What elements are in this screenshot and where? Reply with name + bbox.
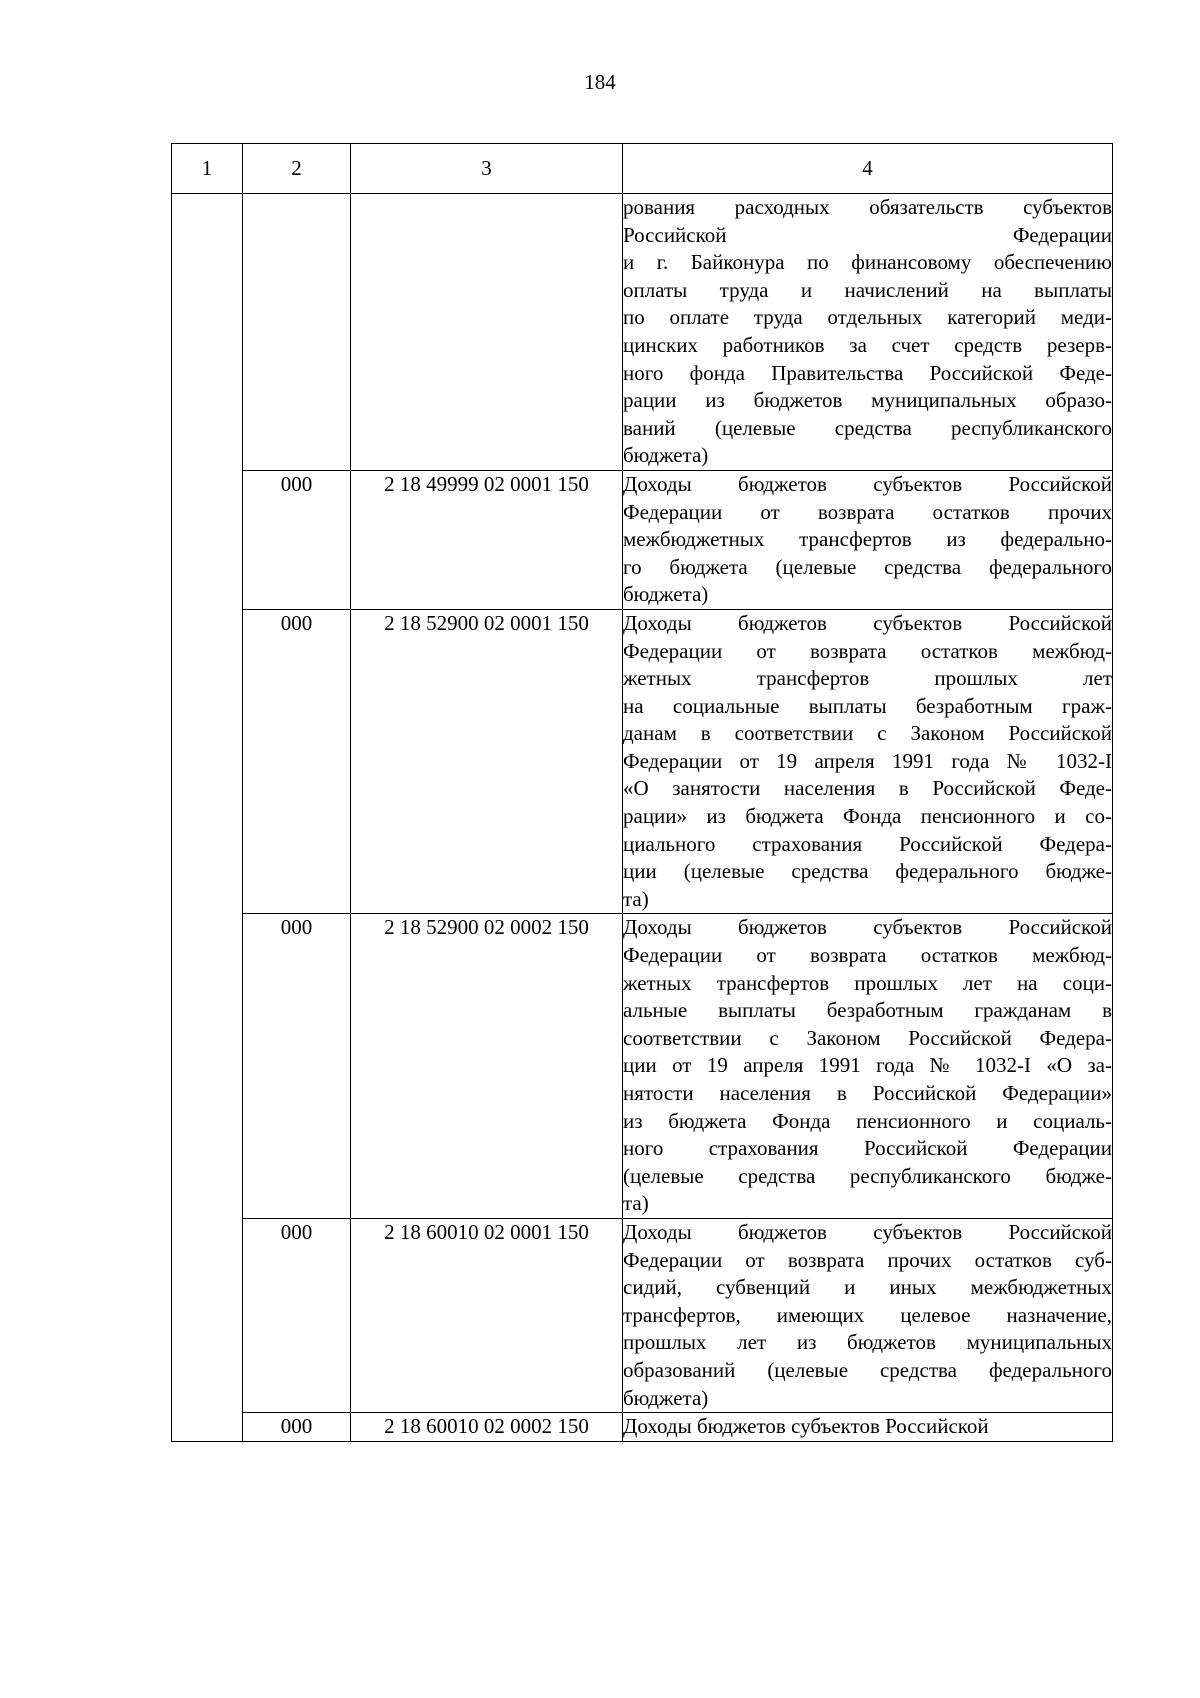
description-line: нятости населения в Российской Федерации» [623, 1081, 1112, 1105]
admin-code-cell: 000 [243, 1218, 351, 1412]
income-code-cell: 2 18 52900 02 0002 150 [351, 914, 623, 1219]
column-1-cell [172, 194, 243, 1442]
description-line: на социальные выплаты безработным граж- [623, 693, 1112, 718]
admin-code-cell: 000 [243, 1413, 351, 1442]
budget-codes-table [171, 143, 1113, 1442]
description-line: прошлых лет из бюджетов муниципальных [623, 1330, 1112, 1355]
description-line: данам в соответствии с Законом Российской [623, 721, 1112, 746]
description-line: ции (целевые средства федерального бюдже- [623, 859, 1112, 884]
description-line: трансфертов, имеющих целевое назначение, [623, 1302, 1112, 1327]
income-code-cell: 2 18 60010 02 0001 150 [351, 1218, 623, 1412]
admin-code-cell: 000 [243, 914, 351, 1219]
description-line: альные выплаты безработным гражданам в [623, 998, 1112, 1023]
admin-code-cell: 000 [243, 470, 351, 609]
description-line: и г. Байконура по финансовому обеспечению [623, 250, 1112, 275]
description-line: рования расходных обязательств субъектов [623, 195, 1112, 219]
column-header-1: 1 [172, 144, 243, 194]
description-line: Доходы бюджетов субъектов Российской [623, 610, 1112, 635]
description-line: та) [623, 1191, 649, 1216]
description-line: ваний (целевые средства республиканского [623, 415, 1112, 440]
table-row [172, 914, 1113, 1219]
description-line: Доходы бюджетов субъектов Российской [623, 1219, 1112, 1244]
description-line: соответствии с Законом Российской Федера- [623, 1025, 1112, 1050]
description-line: Федерации от возврата остатков межбюд- [623, 638, 1112, 663]
column-header-2: 2 [243, 144, 351, 194]
description-cell [623, 1413, 1113, 1442]
description-line: го бюджета (целевые средства федерального [623, 554, 1112, 579]
description-line: Федерации от возврата остатков прочих [623, 499, 1112, 524]
description-line: Российской Федерации [623, 222, 1112, 247]
table-row [172, 609, 1113, 914]
description-line: по оплате труда отдельных категорий меди- [623, 305, 1112, 330]
description-cell [623, 194, 1113, 471]
description-line: Федерации от возврата остатков межбюд- [623, 943, 1112, 968]
admin-code-cell [243, 194, 351, 471]
income-code-cell: 2 18 60010 02 0002 150 [351, 1413, 623, 1442]
description-line: ции от 19 апреля 1991 года № 1032-I «О за- [623, 1053, 1112, 1078]
description-line: Доходы бюджетов субъектов Российской [623, 915, 1112, 940]
table-row [172, 470, 1113, 609]
income-code-cell: 2 18 49999 02 0001 150 [351, 470, 623, 609]
income-code-cell: 2 18 52900 02 0001 150 [351, 609, 623, 914]
description-cell [623, 914, 1113, 1219]
description-line: (целевые средства республиканского бюдже- [623, 1163, 1112, 1188]
description-line: жетных трансфертов прошлых лет на соци- [623, 970, 1112, 995]
description-cell [623, 609, 1113, 914]
page-number: 184 [584, 70, 616, 94]
column-header-3: 3 [351, 144, 623, 194]
description-line: цинских работников за счет средств резерв- [623, 332, 1112, 357]
table-header-row [172, 144, 1113, 194]
description-line: сидий, субвенций и иных межбюджетных [623, 1275, 1112, 1300]
description-line: жетных трансфертов прошлых лет [623, 666, 1112, 691]
table-body [172, 194, 1113, 1442]
column-header-4: 4 [623, 144, 1113, 194]
description-line: образований (целевые средства федерального [623, 1357, 1112, 1382]
description-cell [623, 470, 1113, 609]
description-line: Федерации от возврата прочих остатков суб- [623, 1247, 1112, 1272]
description-line: циального страхования Российской Федера- [623, 831, 1112, 856]
description-line: «О занятости населения в Российской Феде- [623, 776, 1112, 801]
table-row [172, 194, 1113, 471]
description-line: Доходы бюджетов субъектов Российской [623, 471, 1112, 496]
income-code-cell [351, 194, 623, 471]
description-line: оплаты труда и начислений на выплаты [623, 277, 1112, 302]
description-cell [623, 1218, 1113, 1412]
description-line: рации из бюджетов муниципальных образо- [623, 388, 1112, 413]
description-line: межбюджетных трансфертов из федерально- [623, 527, 1112, 552]
table-row [172, 1413, 1113, 1442]
description-line: ного страхования Российской Федерации [623, 1136, 1112, 1161]
description-line: рации» из бюджета Фонда пенсионного и со- [623, 804, 1112, 829]
description-line: Доходы бюджетов субъектов Российской [623, 1414, 989, 1439]
description-line: Федерации от 19 апреля 1991 года № 1032-I [623, 748, 1112, 773]
description-line: та) [623, 886, 649, 911]
description-line: бюджета) [623, 582, 709, 607]
description-line: из бюджета Фонда пенсионного и социаль- [623, 1108, 1112, 1133]
description-line: бюджета) [623, 1385, 709, 1410]
admin-code-cell: 000 [243, 609, 351, 914]
description-line: бюджета) [623, 443, 709, 468]
table-row [172, 1218, 1113, 1412]
description-line: ного фонда Правительства Российской Феде- [623, 360, 1112, 385]
